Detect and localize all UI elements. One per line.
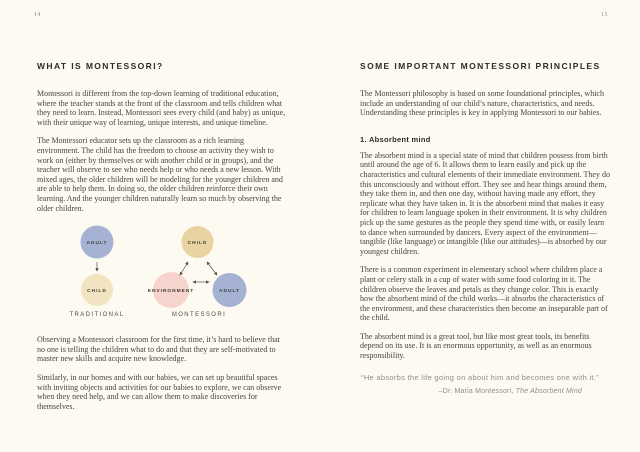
montessori-child-label: CHILD <box>187 241 208 247</box>
montessori-adult-label: ADULT <box>219 289 240 295</box>
left-page-title: WHAT IS MONTESSORI? <box>37 61 164 71</box>
right-intro-paragraph: The Montessori philosophy is based on some foundational principles, which include an understanding of our child’s nature, characteristics, and needs. Understanding these principles is key in applying Montessori to our babies. <box>360 89 604 118</box>
right-page <box>360 0 610 395</box>
left-paragraph-3: Observing a Montessori classroom for the first time, it’s hard to believe that no one is telling the children what to do and that they are self-motivated to master new skills and acquire new knowledge. <box>37 335 280 364</box>
principle-1-subheading: 1. Absorbent mind <box>360 134 431 144</box>
traditional-caption: TRADITIONAL <box>69 312 125 319</box>
right-paragraph-2: There is a common experiment in elementary school where children place a plant or celery stalk in a cup of water with some food coloring in it. The children observe the leaves and petals as they change color. This is exactly how the absorbent mind of the child works—it absorbs the characteristics of the environment, and these characteristics then become an inseparable part of the child. <box>360 265 608 323</box>
quote-attribution <box>360 388 582 395</box>
page-number-right: 15 <box>601 12 608 18</box>
traditional-child-label: CHILD <box>87 289 107 295</box>
montessori-quote: “He absorbs the life going on about him and becomes one with it.” <box>361 372 599 382</box>
left-paragraph-1: Montessori is different from the top-down learning of traditional education, where the teacher stands at the front of the classroom and tells children what they need to learn. Instead, Montessori sees every child (and baby) as unique, with their unique way of learning, unique interests, and unique timeline. <box>37 89 286 127</box>
montessori-environment-label: ENVIRONMENT <box>147 289 195 295</box>
child-environment-arrow <box>180 262 188 275</box>
montessori-vs-traditional-diagram <box>37 224 287 322</box>
right-paragraph-1: The absorbent mind is a special state of mind that children possess from birth until around the age of 6. It allows them to learn easily and pick up the characteristics and cultural elements of their immediate environment. They do this unconsciously and without effort. They see and hear things around them, they take them in, and then one day, without having made any effort, they replicate what they have taken in. It is the absorbent mind that makes it easy for children to learn language spoken in their environment. It is why children pick up the same gestures as the people they spend time with, or easily learn to dance when surrounded by dancers. Every aspect of the environment—tangible (like language) or intangible (like our attitudes)—is absorbed by our youngest children. <box>360 150 610 256</box>
traditional-model <box>69 226 124 319</box>
page-number-left: 14 <box>34 12 41 18</box>
right-paragraph-3: The absorbent mind is a great tool, but like most great tools, its benefits depend on its use. It is an enormous opportunity, as well as an enormous responsibility. <box>360 331 592 361</box>
montessori-caption: MONTESSORI <box>171 312 227 319</box>
traditional-adult-label: ADULT <box>86 241 108 247</box>
child-adult-arrow <box>207 262 217 275</box>
montessori-model <box>148 226 247 318</box>
right-page-title: SOME IMPORTANT MONTESSORI PRINCIPLES <box>360 61 601 71</box>
left-paragraph-2: The Montessori educator sets up the classroom as a rich learning environment. The child has the freedom to choose an activity they wish to work on (either by themselves or with another child or in groups), and the teacher will observe to see who needs help or who needs a new lesson. With mixed ages, the older children will be modeling for the younger children and are able to help them. In doing so, the older children reinforce their own learning. And the younger children naturally learn so much by observing the older children. <box>37 136 283 213</box>
attribution-book-title: The Absorbent Mind <box>515 387 582 395</box>
attribution-author: –Dr. Maria Montessori, <box>438 387 516 395</box>
left-page <box>37 0 287 411</box>
left-paragraph-4: Similarly, in our homes and with our babies, we can set up beautiful spaces with inviting objects and activities for our babies to explore, we can observe when they need help, and we can allow them to make discoveries for themselves. <box>37 372 282 411</box>
